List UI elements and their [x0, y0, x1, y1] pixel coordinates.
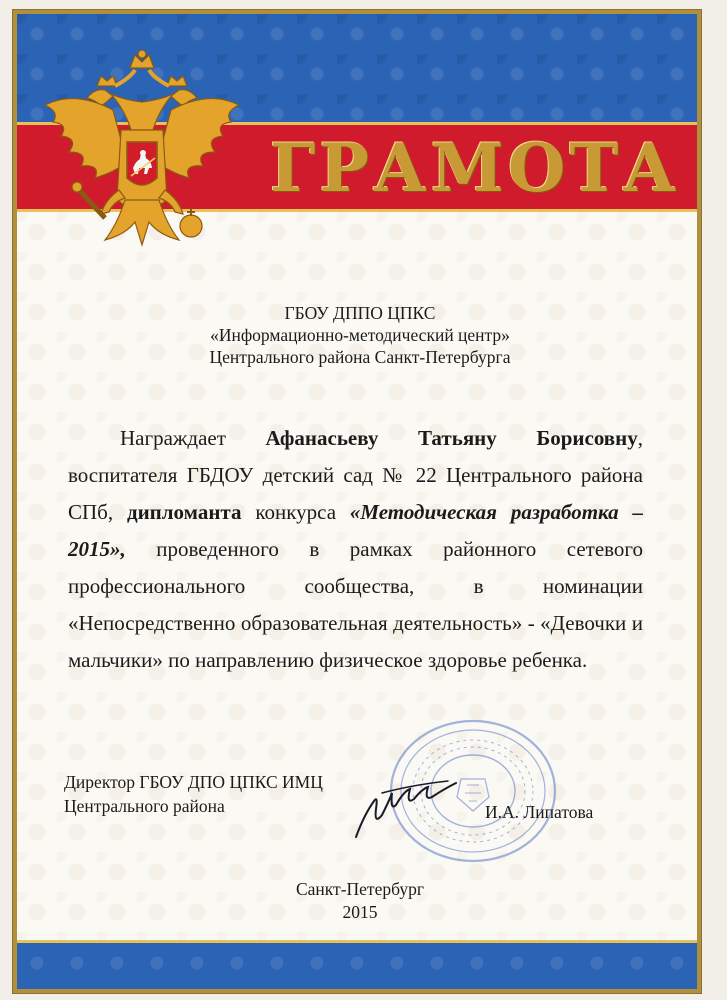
award-part-3: проведенного в рамках районного сетевого профессионального сообщества, в номинации «Непосредственно образовательная деятельность» - «Девочки и мальчики» по направлению физическое здоровье ребенка. [68, 537, 643, 672]
signer-name: И.А. Липатова [485, 802, 594, 822]
org-line-2: «Информационно-методический центр» [210, 325, 510, 345]
year: 2015 [342, 902, 378, 922]
place-and-date [260, 878, 460, 924]
award-text [68, 420, 643, 679]
org-line-1: ГБОУ ДППО ЦПКС [284, 303, 436, 323]
bottom-ornament-band [17, 940, 697, 989]
issuing-organization [90, 302, 630, 368]
award-part-1: , воспитателя ГБДОУ детский сад № 22 Центрального района СПб, [68, 426, 643, 524]
award-part-2: конкурса [241, 500, 350, 524]
recipient-name: Афанасьеву Татьяну Борисовну [265, 426, 638, 450]
org-line-3: Центрального района Санкт-Петербурга [209, 347, 511, 367]
city: Санкт-Петербург [295, 879, 425, 899]
signer-title [64, 770, 404, 818]
signer-title-line-1: Директор ГБОУ ДПО ЦПКС ИМЦ [64, 772, 323, 792]
recipient-role: дипломанта [126, 500, 242, 524]
signer-title-line-2: Центрального района [64, 796, 225, 816]
award-lead: Награждает [120, 426, 266, 450]
certificate-title: ГРАМОТА [269, 129, 681, 207]
contest-name: «Методическая разработка – 2015», [68, 500, 644, 561]
coat-of-arms-icon [35, 50, 250, 270]
